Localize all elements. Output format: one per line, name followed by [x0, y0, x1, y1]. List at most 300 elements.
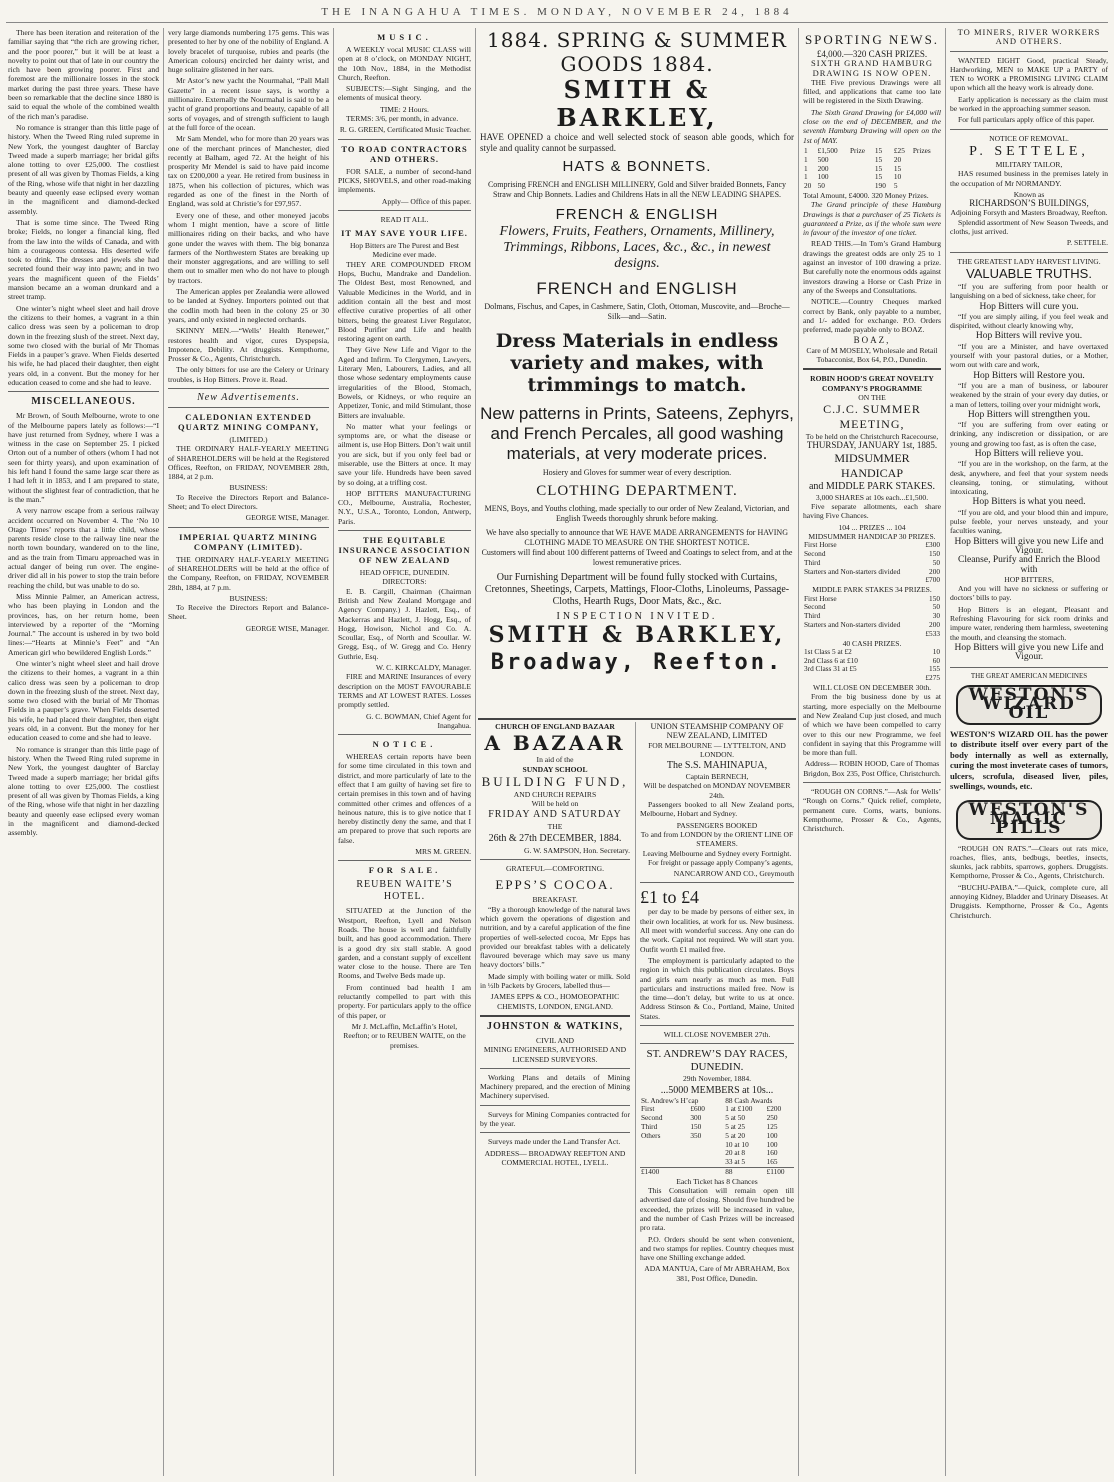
ad-body: From the big business done by us at starting, more especially on the Melbourne and New Zealand Cup just closed, and much of which we have been compelled to carry over to this our new Programme, we feel confident in saying that this Programme will be more than full.: [803, 692, 941, 758]
ad-section-heading: FRENCH & ENGLISH: [555, 206, 719, 223]
table-cell: 1: [804, 154, 808, 164]
ad-signature: P. SETTELE.: [1066, 238, 1108, 248]
table-row: [803, 621, 941, 630]
table-cell: 20: [893, 154, 902, 164]
table-cell: £275: [925, 673, 940, 683]
table-cell: 33 at 5: [725, 1157, 746, 1167]
ad-body: Hop Bitters is an elegant, Pleasant and Refreshing Flavouring for sick room drinks and impure water, rendering them harmless, sweetening the mouth, and cleansing the stomach.: [950, 604, 1108, 642]
ad-body: Early application is necessary as the claim must be worked in the approaching summer season.: [950, 94, 1108, 114]
ad-title: JOHNSTON & WATKINS,: [487, 1020, 623, 1032]
ad-section-heading: Dress Materials in endless variety and makes, with trimmings to match.: [495, 330, 779, 396]
table-cell: 160: [766, 1148, 778, 1158]
column-rule: [635, 722, 636, 1474]
section-heading: SPORTING NEWS.: [804, 32, 940, 47]
divider: [480, 1105, 630, 1106]
table-cell: 5: [893, 181, 898, 191]
ad-body: FOR MELBOURNE — LYTTELTON, AND LONDON.: [648, 740, 786, 759]
ad-signature: MRS M. GREEN.: [415, 847, 471, 857]
table-cell: Third: [804, 611, 821, 621]
ad-section-heading: New patterns in Prints, Sateens, Zephyrs, and French Percales, all good washing materials, at very moderate prices.: [480, 404, 794, 463]
ad-label: BREAKFAST.: [532, 895, 578, 905]
ad-body: SITUATED at the Junction of the Westport, Reefton, Lyell and Nelson Roads. The house is well and faithfully built, and has good accommodation. There is a good dry six stall stable. A good garden, and a constant supply of excellent water close to the house. There are Ten Rooms, and Twelve Beds made up.: [338, 906, 471, 981]
ad-body: Adjoining Forsyth and Masters Broadway, Reefton.: [950, 208, 1108, 218]
table-cell: 30: [932, 611, 940, 621]
prize-table: [803, 595, 941, 639]
divider: [168, 527, 329, 528]
table-cell: Prizes: [912, 145, 931, 155]
divider: [8, 391, 159, 392]
ad-body: P.O. Orders should be sent when convenient, and two stamps for replies. Country cheques must have one Shilling exchange added.: [640, 1234, 794, 1263]
table-cell: 165: [766, 1157, 778, 1167]
ad-label: WILL CLOSE ON DECEMBER 30th.: [812, 683, 932, 693]
table-cell: Starters and Non-starters divided: [804, 566, 901, 576]
table-cell: 155: [929, 664, 940, 674]
ad-title: NOTICE.: [372, 739, 437, 750]
ad-body: To be held on the Christchurch Racecourse,: [805, 432, 939, 442]
ad-signature: ADA MANTUA, Care of Mr ABRAHAM, Box 381, Post Office, Dunedin.: [644, 1264, 790, 1283]
ad-body: THE ORDINARY HALF-YEARLY MEETING of SHAREHOLDERS will be held at the office of the Company, Reefton, on FRIDAY, NOVEMBER 28th, 1884, at 7 p.m.: [168, 554, 329, 592]
table-cell: 100: [817, 172, 829, 182]
ad-body: To Receive the Directors Report and Balance-Sheet; and To elect Directors.: [168, 492, 329, 512]
table-cell: 350: [690, 1130, 702, 1140]
article-paragraph: There has been iteration and reiteration of the familiar saying that “the rich are growing richer, and the poor poorer,” but it will be at least a novelty to point out that of late in our country the rich have been growing poorer. First and foremost are the millionaire losses in the stock market during the past three years. These have been so remarkable that the decline since 1880 is said to equal the whole of the combined wealth of the rich man’s paradise.: [8, 28, 159, 121]
divider: [640, 1025, 794, 1026]
ad-title: UNION STEAMSHIP COMPANY OF NEW ZEALAND, LIMITED: [650, 722, 784, 741]
ad-body: Five separate allotments, each share having Five Chances.: [803, 502, 941, 521]
divider: [640, 1043, 794, 1044]
ad-body: Hop Bitters is what you need.: [972, 497, 1086, 508]
ad-signature: Mr J. McLaffin, McLaffin’s Hotel, Reefton; or to REUBEN WAITE, on the premises.: [343, 1021, 466, 1050]
ad-body: “By a thorough knowledge of the natural laws which govern the operations of digestion and nutrition, and by a careful application of the fine properties of well-selected cocoa, Mr Epps has provided our breakfast tables with a delicately flavoured beverage which may save us many heavy doctors’ bills.”: [480, 904, 630, 970]
table-row: [803, 665, 941, 674]
divider: [950, 129, 1108, 130]
ad-title: TO ROAD CONTRACTORS AND OTHERS.: [341, 143, 468, 164]
ad-title: 1884. SPRING & SUMMER GOODS 1884.: [487, 28, 787, 76]
table-cell: 2nd Class 6 at £10: [804, 655, 858, 665]
ad-body: Care of M MOSELY, Wholesale and Retail Tobacconist, Box 64, P.O., Dunedin.: [806, 345, 938, 364]
article-paragraph: SKINNY MEN.—“Wells’ Health Renewer,” restores health and vigor, cures Dyspepsia, Impotence, Debility. At druggists. Kempthorne, Prosser & Co., Agents, Christchurch.: [168, 326, 329, 364]
ad-body: CIVIL AND: [536, 1035, 574, 1045]
ad-body: Made simply with boiling water or milk. Sold in ½lb Packets by Grocers, labelled thus—: [480, 971, 630, 991]
column-news-2: [168, 28, 329, 1476]
ad-signature: G. C. BOWMAN, Chief Agent for Inangahua.: [365, 711, 471, 730]
table-row: [803, 576, 941, 585]
table-cell: 300: [690, 1113, 702, 1123]
article-paragraph: very large diamonds numbering 175 gems. This was presented to her by one of the nobility of England. A lovely bracelet of turquoise, rubies and pearls (the American colours) encircled her dainty wrist, and huge solitaire glistened in her ears.: [168, 28, 329, 75]
ad-body: FRIDAY AND SATURDAY: [488, 809, 622, 821]
ad-label: MIDDLE PARK STAKES 34 PRIZES.: [812, 585, 932, 595]
table-header: 88 Cash Awards: [725, 1095, 773, 1105]
ad-body: Dolmans, Fischus, and Capes, in Cashmere, Satin, Cloth, Ottoman, Muscovite, and—Broche—Silk—and—Satin.: [484, 302, 790, 321]
ad-section-heading: FRENCH and ENGLISH: [536, 279, 738, 298]
ad-title: FOR SALE.: [368, 865, 441, 876]
ad-title: £4,000.—320 CASH PRIZES.: [816, 49, 928, 59]
section-heading: New Advertisements.: [197, 391, 300, 403]
ad-body: The Grand principle of these Hamburg Drawings is that a purchaser of 25 Tickets is guaranteed a Prize, as if the whole sum were in favour of the investor of one ticket.: [803, 200, 941, 238]
column-rule: [475, 28, 476, 1476]
column-ads-4c: [640, 722, 794, 1474]
divider: [338, 139, 471, 140]
ad-body: 104 ... PRIZES ... 104: [838, 522, 906, 532]
ad-body: From continued bad health I am reluctantly compelled to part with this property. For particulars apply to the office of this paper, or: [338, 982, 471, 1020]
table-cell: 250: [766, 1113, 778, 1123]
divider: [950, 51, 1108, 52]
ad-label: THE GREAT AMERICAN MEDICINES: [970, 671, 1088, 680]
table-cell: £1,500: [817, 145, 838, 155]
table-cell: 5 at 50: [725, 1113, 746, 1123]
ad-body: “If you are suffering from over eating or drinking, any indiscretion or dissipation, or are young and growing too fast, as is often the case,: [950, 420, 1108, 448]
table-cell: 50: [817, 181, 825, 191]
column-news: [8, 28, 159, 1476]
ad-label: BUSINESS:: [229, 483, 268, 493]
table-cell: 5 at 25: [725, 1122, 746, 1131]
article-paragraph: That is some time since. The Tweed Ring broke; Fields, no longer a financial king, fled from the law into the wilds of Canada, and with him a courageous contessa. His deserted wife took to drink. The dresses and jewels she had secreted found their way into pawn; and in two years the magnificent queen of the Fields’ mansion became an a woman drunkard and a street tramp.: [8, 217, 159, 302]
table-row: [640, 1167, 794, 1176]
ad-body: FOR SALE, a number of second-hand PICKS, SHOVELS, and other road-making implements.: [338, 166, 471, 195]
firm-name: SMITH & BARKLEY,: [556, 75, 718, 132]
table-row: [803, 603, 941, 612]
table-cell: 60: [932, 655, 940, 665]
ad-subtitle: (LIMITED.): [229, 434, 268, 444]
ad-body: SUBJECTS:—Sight Singing, and the elements of musical theory.: [338, 84, 471, 103]
table-cell: 1st Class 5 at £2: [804, 646, 852, 656]
table-cell: 15: [874, 172, 883, 182]
article-paragraph: Every one of these, and other moneyed jacobs whom I might mention, have a score of little millionaires riding on their backs, and who have gone under the waves with them. The big bonanza farmers of the Northwestern States are breaking up their monster aggregations, and are willing to sell them out to smaller men who do not have to plough by tractors.: [168, 210, 329, 285]
table-cell: 150: [929, 549, 940, 559]
ad-body: Apply— Office of this paper.: [381, 196, 471, 206]
ad-title: IMPERIAL QUARTZ MINING COMPANY (LIMITED).: [179, 531, 318, 552]
ad-signature: Address— ROBIN HOOD, Care of Thomas Brigdon, Box 235, Post Office, Christchurch.: [803, 759, 941, 778]
table-cell: 15: [874, 154, 883, 164]
table-cell: £700: [925, 575, 940, 585]
table-cell: 1 at £100: [725, 1104, 753, 1114]
divider: [950, 667, 1108, 668]
ad-body: Hop Bitters will strengthen you.: [967, 409, 1091, 420]
ad-body: Passengers booked to all New Zealand ports, Melbourne, Hobart and Sydney.: [640, 800, 794, 819]
divider: [338, 530, 471, 531]
ad-title: £1 to £4: [640, 887, 700, 908]
divider: [478, 718, 796, 720]
ad-body: No matter what your feelings or symptoms are, or what the disease or ailment is, use Hop Bitters. Don’t wait until you are sick, but if you only feel bad or miserable, use the Bitters at once. It may save your life. Hundreds have been saved by so doing, at a trifling cost.: [338, 421, 471, 487]
column-ads-4b: [480, 722, 630, 1474]
ad-signature: JAMES EPPS & CO., HOMOEOPATHIC CHEMISTS, LONDON, ENGLAND.: [490, 992, 620, 1011]
ad-body: To Receive the Directors Report and Balance-Sheet.: [168, 603, 329, 622]
ad-body: In aid of the: [536, 755, 574, 765]
table-cell: [640, 1149, 689, 1158]
ad-body: TIME: 2 Hours.: [380, 104, 429, 114]
ad-title: NOTICE OF REMOVAL.: [989, 133, 1069, 143]
ad-body: Leaving Melbourne and Sydney every Fortnight.: [642, 848, 792, 858]
prize-table: [803, 147, 941, 191]
ad-body: HOP BITTERS MANUFACTURING CO., Melbourne, Australia, Rochester, N.Y., U.S.A., Toronto, London, Antwerp, Paris.: [338, 488, 471, 526]
table-cell: 150: [929, 593, 940, 603]
article-paragraph: Mr Brown, of South Melbourne, wrote to one of the Melbourne papers lately as follows:—“I have just returned from Sydney, where I was a witness in the case on September 25. I picked Orton out of a number of others (whom I had not seen for thirty years), and upon examination of his left hand I found the same large scar there as I had left it in 1853, and I am prepared to state, without the slightest fear of contradiction, that he is the man.”: [8, 411, 159, 504]
ad-title: REUBEN WAITE’S HOTEL.: [356, 879, 453, 903]
ad-body: AND CHURCH REPAIRS: [513, 789, 597, 799]
article-paragraph: The American apples per Zealandia were allowed to be landed at Sydney. Importers pointed out that the codlin moth had been in the colony 25 or 30 years, and only existed in neglected orchards.: [168, 287, 329, 324]
table-row: [803, 674, 941, 683]
table-cell: 50: [932, 557, 940, 567]
ad-title: ...5000 MEMBERS at 10s...: [660, 1084, 774, 1096]
table-cell: 5 at 20: [725, 1130, 746, 1140]
ad-title: SIXTH GRAND HAMBURG DRAWING IS NOW OPEN.: [811, 58, 933, 78]
article-paragraph: No romance is stranger than this little page of history. When the Tweed Ring ruled supreme in New York, the youngest daughter of Barclay Tweed made a superb marriage; her bridal gifts alone totting to over £25,000. The costliest present of all was given by Thomas Fields, a king of the Ring, whose wife that night in her dazzling beauty and queenly ease eclipsed every woman in the magnificent and diamond-decked assembly.: [8, 122, 159, 216]
table-cell: 10: [893, 172, 902, 182]
ad-body: “BUCHU-PAIBA.”—Quick, complete cure, all annoying Kidney, Bladder and Urinary Diseases. At Druggists. Kempthorne, Prosser & Co., Agents Christchurch.: [950, 882, 1108, 920]
ad-title: The S.S. MAHINAPUA,: [666, 760, 768, 772]
table-cell: 200: [929, 566, 940, 576]
ad-body: Comprising FRENCH and ENGLISH MILLINERY, Gold and Silver braided Bonnets, Fancy Straw and Chip Bonnets. Ladies and Childrens Hats in all the NEW LEADING SHAPES.: [487, 180, 787, 199]
table-cell: £300: [925, 540, 940, 550]
table-cell: £1100: [766, 1166, 785, 1176]
ad-body: E. B. Cargill, Chairman (Chairman British and New Zealand Mortgage and Agency Company.) J. Hazlett, Esq., of Mackerras and Hazlett, J. Hogg, Esq., of Hogg, Howison, Nichol and Co. A. Scoullar, Esq., of North and Scoullar. W. Gregg, Esq., of W. Gregg and Co. Henry Guthrie, Esq.: [338, 586, 471, 661]
ad-label: READ IT ALL.: [380, 214, 429, 224]
ad-body: “If you are suffering from poor health or languishing on a bed of sickness, take cheer, for: [950, 281, 1108, 301]
ad-body: Surveys made under the Land Transfer Act.: [488, 1137, 621, 1147]
table-row: [803, 550, 941, 559]
ad-body: HAS resumed business in the premises lately in the occupation of Mr NORMANDY.: [950, 169, 1108, 188]
ad-body: Flowers, Fruits, Feathers, Ornaments, Millinery,: [499, 224, 775, 239]
ad-body: Customers will find about 100 different patterns of Tweed and Coatings to select from, and at the lowest remunerative prices.: [481, 548, 793, 567]
article-paragraph: Mr Astor’s new yacht the Nourmahal, “Pall Mall Gazette” in a recent issue says, is worthy a millionaire. Externally the Nourmahal is said to be a yacht of grand proportions and beauty, capable of all sorts of voyages, and of strength sufficient to laugh at the full force of the ocean.: [168, 76, 329, 132]
ad-body: 26th & 27th DECEMBER, 1884.: [488, 832, 622, 844]
table-cell: 10: [932, 646, 940, 656]
column-ads-3: [338, 28, 471, 1476]
ad-body: MENS, Boys, and Youths clothing, made specially to our order of New Zealand, Victorian, and English Tweeds thoroughly shrunk before making.: [484, 504, 790, 523]
table-cell: 20 at 8: [725, 1148, 746, 1158]
ad-body: “If you are simply ailing, if you feel weak and dispirited, without clearly knowing why,: [950, 311, 1108, 331]
ad-body: MINING ENGINEERS, AUTHORISED AND LICENSED SURVEYORS.: [483, 1045, 627, 1064]
ad-body: This Consultation will remain open till advertised date of closing. Should five hundred be exceeded, the prizes will be increased in value, and the number of Cash Prizes will be increased pro rata.: [640, 1186, 794, 1233]
ad-signature: BOAZ,: [853, 335, 891, 346]
ad-label: BUSINESS:: [229, 593, 268, 603]
column-ads-6: [950, 28, 1108, 1476]
masthead-rule: [6, 22, 1108, 23]
firm-address: Broadway, Reefton.: [490, 650, 784, 676]
table-cell: [689, 1149, 724, 1158]
ad-body: FIRE and MARINE Insurances of every description on the MOST FAVOURABLE TERMS and AT LOWEST RATES. Losses promptly settled.: [338, 672, 471, 710]
ad-body: “If you are in the workshop, on the farm, at the desk, anywhere, and feel that your system needs cleansing, toning, or stimulating, without intoxicating,: [950, 459, 1108, 497]
westons-wizard-oil-logo: WESTON'S WIZARD OIL: [956, 685, 1102, 725]
table-cell: [689, 1158, 724, 1167]
article-paragraph: Miss Minnie Palmer, an American actress, who has been playing in London and the provinces, has, on her return home, been interviewed by a reporter of the “Morning Journal.” The account is ushered in by two bold lines:—“Hearts at Minnie’s Feet” and “An American girl who bewildered English Lords.”: [8, 591, 159, 657]
ad-body: ON THE: [858, 392, 886, 402]
ad-body: Hop Bitters will Restore you.: [973, 370, 1085, 381]
ad-title: CALEDONIAN EXTENDED QUARTZ MINING COMPANY,: [178, 411, 319, 432]
table-cell: £533: [925, 628, 940, 638]
ad-body: MILITARY TAILOR,: [995, 159, 1063, 169]
table-cell: 20: [804, 181, 812, 191]
ad-body: WESTON’S WIZARD OIL has the power to distribute itself over every part of the body internally as well as externally, curing the most inveterate cases of tumors, ulcers, scrofula, diseased liver, piles, swellings, wounds, etc.: [950, 728, 1108, 792]
ad-body: Hop Bitters will give you new Life and Vigour.: [954, 642, 1104, 663]
ad-body: ADDRESS— BROADWAY REEFTON AND COMMERCIAL HOTEL, LYELL.: [484, 1148, 626, 1167]
firm-name: SMITH & BARKLEY,: [488, 622, 786, 649]
ad-title: VALUABLE TRUTHS.: [966, 265, 1092, 281]
table-cell: Second: [641, 1113, 663, 1123]
smith-barkley-ad: [480, 28, 794, 718]
ad-body: Hop Bitters will revive you.: [975, 331, 1083, 342]
ad-body: Hop Bitters will relieve you.: [974, 448, 1084, 459]
table-cell: Starters and Non-starters divided: [804, 619, 901, 629]
table-cell: 1: [804, 145, 808, 155]
ad-body: RICHARDSON’S BUILDINGS,: [969, 198, 1089, 209]
ad-body: SUNDAY SCHOOL: [522, 764, 588, 774]
section-heading: MISCELLANEOUS.: [31, 396, 136, 408]
westons-magic-pills-logo: WESTON'S MAGIC PILLS: [956, 800, 1102, 840]
ad-title: A BAZAAR: [484, 731, 626, 756]
table-cell: 200: [929, 619, 940, 629]
table-cell: £200: [766, 1104, 782, 1114]
ad-signature: W. C. KIRKCALDY, Manager.: [375, 663, 471, 673]
table-cell: Second: [804, 549, 826, 559]
table-cell: 50: [932, 602, 940, 612]
table-cell: First Horse: [804, 540, 837, 550]
ad-body: And you will have no sickness or suffering or doctors’ bills to pay.: [950, 584, 1108, 603]
ad-title: MUSIC.: [377, 32, 432, 42]
ad-label: MIDSUMMER HANDICAP 30 PRIZES.: [808, 531, 936, 541]
table-cell: Second: [804, 602, 826, 612]
ad-body: “If you are a man of business, or labourer weakened by the strain of your every day duties, or a man of letters, toiling over your midnight work,: [950, 380, 1108, 409]
table-row: [803, 182, 941, 191]
ad-body: Trimmings, Ribbons, Laces, &c., &c., in newest designs.: [503, 240, 771, 271]
column-rule: [945, 28, 946, 1476]
table-cell: 100: [766, 1130, 778, 1140]
table-cell: 88: [725, 1166, 733, 1176]
ad-body: THURSDAY, JANUARY 1st, 1885.: [806, 440, 938, 451]
ad-title: ST. ANDREW’S DAY RACES, DUNEDIN.: [646, 1048, 788, 1074]
ad-body: READ THIS.—In Tom’s Grand Hamburg drawings the greatest odds are only 25 to 1 against an investor of 100 drawing a prize. But carefully note the enormous odds against investors drawing a Horse or Cash Prize in any of the Sweeps and Consultations.: [803, 239, 941, 295]
table-cell: 1: [804, 172, 808, 182]
divider: [480, 1068, 630, 1069]
divider: [480, 1132, 630, 1133]
divider: [168, 388, 329, 389]
ad-body: HAVE OPENED a choice and well selected stock of season able goods, which for style and quality cannot be surpassed.: [480, 132, 794, 153]
ad-body: To and from LONDON by the ORIENT LINE OF STEAMERS.: [640, 829, 794, 849]
table-cell: 15: [874, 145, 883, 155]
ad-body: We have also specially to announce that WE HAVE MADE ARRANGEMENTS for HAVING CLOTHING MADE TO MEASURE ON THE SHORTEST NOTICE.: [486, 528, 788, 547]
table-cell: 190: [874, 181, 886, 191]
ad-signature: NANCARROW AND CO., Greymouth: [673, 869, 794, 879]
ad-title: MIDSUMMER HANDICAP: [834, 450, 910, 480]
table-cell: £25: [893, 145, 905, 155]
ad-body: Will be held on: [531, 799, 579, 809]
ad-body: The employment is particularly adapted to the region in which this publication circulates. Boys and girls earn nearly as much as men. Full particulars and instructions mailed free. Now is the time—don’t delay, but write to us at once. Address Stinson & Co., Portland, Maine, United States.: [640, 955, 794, 1021]
table-cell: First Horse: [804, 593, 837, 603]
ad-body: Known as: [1013, 189, 1045, 199]
ad-body: BUILDING FUND,: [481, 773, 629, 789]
table-cell: 200: [817, 163, 829, 173]
divider: [803, 782, 941, 783]
masthead: THE INANGAHUA TIMES. MONDAY, NOVEMBER 24, 1884: [321, 6, 793, 18]
divider: [338, 734, 471, 735]
ad-body: Will be despatched on MONDAY NOVEMBER 24th.: [643, 781, 791, 800]
ad-title: P. SETTELE,: [969, 143, 1089, 159]
table-cell: 3rd Class 31 at £5: [804, 664, 857, 674]
ad-body: per day to be made by persons of either sex, in their own localities, at work for us. New business. All meet with wonderful success. Any one can do the work. Capital not required. We will start you. Outfit worth £1 mailed free.: [640, 907, 794, 954]
article-paragraph: A very narrow escape from a serious railway accident occurred on November 4. The ‘No 10 Otago Times’ reports that a little child, whose parents reside close to the railway line near the north town boundary, wandered on to the line, and as the train from Timaru approached was in actual danger of being run over. The engine-driver did all in his power to stop the train before reaching the child, but was unable to do so.: [8, 506, 159, 590]
column-rule: [163, 28, 164, 1476]
prize-table: [640, 1097, 794, 1177]
prize-table: [803, 648, 941, 683]
ad-section-heading: CLOTHING DEPARTMENT.: [536, 483, 738, 499]
table-cell: 150: [690, 1122, 702, 1131]
ad-body: Our Furnishing Department will be found fully stocked with Curtains, Cretonnes, Sheetings, Carpets, Mattings, Floor-Cloths, Linoleums, Passage-Cloths, Hearth Rugs, Door Mats, &c., &c.: [484, 572, 790, 607]
article-paragraph: No romance is stranger than this little page of history. When the Tweed Ring ruled supreme in New York, the youngest daughter of Barclay Tweed made a superb marriage; her bridal gifts alone totting to over £25,000. The costliest present of all was given by Thomas Fields, a king of the Ring, whose wife that night in her dazzling beauty and queenly ease eclipsed every woman in the magnificent and diamond-decked assembly.: [8, 744, 159, 838]
divider: [950, 252, 1108, 253]
ad-label: GRATEFUL—COMFORTING.: [505, 864, 605, 874]
prize-table: [803, 541, 941, 585]
ad-body: They Give New Life and Vigor to the Aged and Infirm. To Clergymen, Lawyers, Literary Men, Labourers, Ladies, and all those whose sedentary employments cause irregularities of the Blood, Stomach, Bowels, or Kidneys, or who require an Appetizer, Tonic, and mild Stimulant, those Bitters are invaluable.: [338, 345, 471, 420]
ad-title: THE EQUITABLE INSURANCE ASSOCIATION OF NEW ZEALAND: [338, 535, 471, 566]
ad-body: Total Amount, £4000. 320 Money Prizes.: [803, 190, 929, 200]
divider: [480, 1015, 630, 1017]
table-cell: [689, 1141, 724, 1150]
column-rule: [333, 28, 334, 1476]
article-paragraph: The only bitters for use are the Celery or Urinary troubles, is Hop Bitters. Prove it. Read.: [168, 365, 329, 384]
ad-body: Hop Bitters will give you new Life and Vigour.: [954, 536, 1104, 556]
ad-body: HEAD OFFICE, DUNEDIN.: [359, 568, 450, 578]
ad-title: C.J.C. SUMMER MEETING,: [823, 402, 921, 432]
ad-label: DIRECTORS:: [382, 577, 427, 587]
table-cell: 1: [804, 163, 808, 173]
ad-body: WHEREAS certain reports have been for some time circulated in this town and district, and more particularly of late to the effect that I am guilty of having set fire to certain premises in this town and of having committed other crimes and offences of a heinous nature, this is to give notice that I hereby distinctly deny the same, and that I am prepared to prove that such reports are false.: [338, 752, 471, 845]
ad-body: “If you are a Minister, and have overtaxed yourself with your pastoral duties, or a Mother, worn out with care and work,: [950, 341, 1108, 370]
ad-body: Hop Bitters are The Purest and Best Medicine ever made.: [349, 241, 460, 260]
ad-body: Captain BERNECH,: [685, 772, 749, 782]
table-cell: £600: [690, 1104, 705, 1114]
table-cell: 125: [766, 1122, 778, 1131]
ad-body: A WEEKLY vocal MUSIC CLASS will open at 8 o’clock, on MONDAY NIGHT, the 10th Nov., 1884, in the Methodist Church, Reefton.: [338, 45, 471, 82]
ad-body: For full particulars apply office of this paper.: [958, 115, 1095, 125]
ad-body: TERMS: 3/6, per month, in advance.: [346, 114, 459, 124]
divider: [338, 210, 471, 211]
ad-body: Hop Bitters will cure you.: [979, 301, 1079, 312]
ad-signature: R. G. GREEN, Certificated Music Teacher.: [339, 125, 471, 135]
ad-body: 29th November, 1884.: [682, 1074, 752, 1084]
ad-body: NOTICE.—Country Cheques marked correct by Bank, only payable to a number, and 1/- added for exchange. P.O. Orders preferred, made payable only to BOAZ.: [803, 297, 941, 335]
ad-label: INSPECTION INVITED.: [556, 611, 718, 622]
ad-body: THE: [547, 822, 563, 832]
table-row: [803, 630, 941, 639]
ad-body: Cleanse, Purify and Enrich the Blood with: [958, 555, 1100, 575]
ad-body: 3,000 SHARES at 10s each...£1,500.: [815, 492, 929, 502]
table-cell: Others: [641, 1130, 661, 1140]
article-paragraph: One winter’s night wheel sleet and hail drove the citizens to their homes, a vagrant in a thin calico dress was seen by a policeman to drop down in the freezing slush of the street. Next day, some two closed with the burial of Mr Thomas Fields in a pauper’s grave. When Fields deserted his wife, he had placed their daughter, then eight years old, in a convent. But the money for her education ceased to come and she had to leave.: [8, 303, 159, 387]
table-cell: Third: [804, 557, 821, 567]
ad-body: Splendid assortment of New Season Tweeds, and cloths, just arrived.: [950, 217, 1108, 237]
divider: [168, 407, 329, 408]
ad-body: THE ORDINARY HALF-YEARLY MEETING of SHAREHOLDERS will be held at the Registered Offices, Reefton, on FRIDAY, NOVEMBER 28th, 1884, at 2 p.m.: [168, 444, 329, 482]
ad-body: “If you are old, and your blood thin and impure, pulse feeble, your nerves unsteady, and your faculties waning,: [950, 507, 1108, 536]
ad-signature: GEORGE WISE, Manager.: [245, 623, 329, 633]
table-row: [803, 568, 941, 577]
ad-title: and MIDDLE PARK STAKES.: [808, 480, 936, 492]
ad-body: HOP BITTERS,: [1004, 574, 1054, 584]
ad-body: THE Five previous Drawings were all filled, and applications that came too late will be registered in the Sixth Drawing.: [803, 77, 941, 106]
divider: [480, 859, 630, 860]
ad-title: ROBIN HOOD’S GREAT NOVELTY COMPANY’S PROGRAMME: [810, 374, 934, 393]
table-header: St. Andrew’s H’cap: [641, 1095, 699, 1105]
ad-body: WANTED EIGHT Good, practical Steady, Hardworking, MEN to MAKE UP a PARTY of TEN to WORK a PROMISING LIVING CLAIM upon which all the heavy work is already done.: [950, 55, 1108, 93]
ad-title: EPPS’S COCOA.: [495, 877, 615, 893]
ad-label: PASSENGERS BOOKED: [676, 820, 758, 830]
ad-title: TO MINERS, RIVER WORKERS AND OTHERS.: [957, 28, 1101, 47]
ad-signature: GEORGE WISE, Manager.: [245, 513, 329, 523]
table-cell: First: [641, 1104, 655, 1114]
table-cell: 500: [817, 154, 829, 164]
table-cell: 100: [766, 1139, 778, 1149]
column-sporting: [803, 28, 941, 1476]
